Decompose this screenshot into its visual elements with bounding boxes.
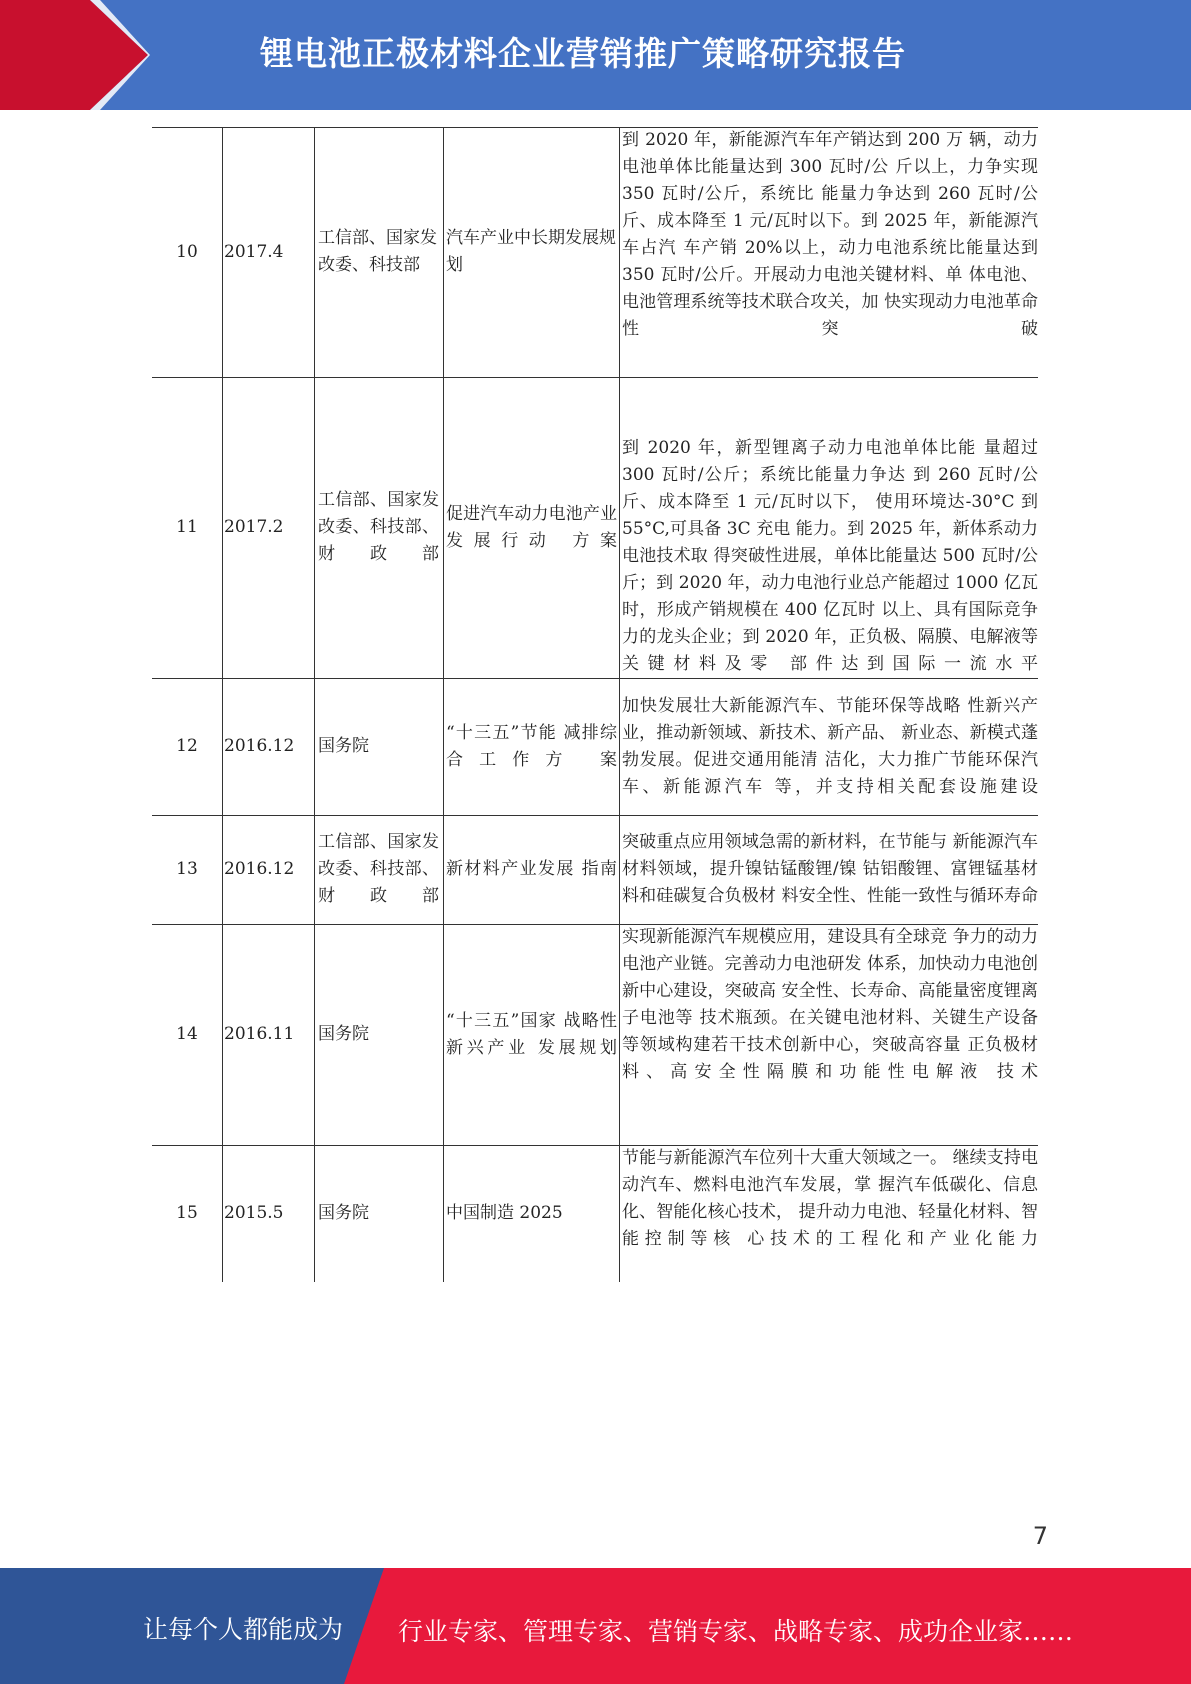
header-chevron-icon <box>0 0 150 110</box>
row-number: 11 <box>176 517 198 537</box>
row-document: 汽车产业中长期发展规划 <box>446 228 616 275</box>
row-number: 15 <box>176 1203 198 1223</box>
row-content: 实现新能源汽车规模应用，建设具有全球竞 争力的动力电池产业链。完善动力电池研发 体系，加快动力电池创新中心建设，突破高 安全性、长寿命、高能量密度锂离子电池等 技术瓶颈。在关键电池材料、关键生产设备 等领域构建若干技术创新中心，突破高容量 正负极材料、高安全性隔膜和功能性电解液 技术 <box>622 927 1038 1082</box>
table-row <box>152 815 1038 924</box>
row-content: 加快发展壮大新能源汽车、节能环保等战略 性新兴产业，推动新领域、新技术、新产品、 新业态、新模式蓬勃发展。促进交通用能清 洁化，大力推广节能环保汽车、新能源汽车 等，并支持相关配套设施建设 <box>622 695 1038 797</box>
row-date: 2017.4 <box>224 241 284 262</box>
row-department: 工信部、国家发改委、科技部、财政部 <box>318 490 439 564</box>
row-number: 10 <box>176 241 198 262</box>
row-document: “十三五”节能 减排综合工作方 案 <box>446 722 617 770</box>
row-number: 12 <box>176 736 198 756</box>
row-date: 2015.5 <box>224 1203 284 1223</box>
row-date: 2016.12 <box>224 736 295 756</box>
table-row <box>152 127 1038 377</box>
page-header <box>0 0 1191 110</box>
row-department: 国务院 <box>318 1203 369 1223</box>
row-content: 到 2020 年，新能源汽车年产销达到 200 万 辆，动力电池单体比能量达到 300 瓦时/公 斤以上，力争实现 350 瓦时/公斤，系统比 能量力争达到 260 瓦时/公斤、成本降至 1 元/瓦时以下。到 2025 年，新能源汽车占汽 车产销 20%以上，动力电池系统比能量达到 350 瓦时/公斤。开展动力电池关键材料、单 体电池、电池管理系统等技术联合攻关，加 快实现动力电池革命性突破 <box>622 130 1038 339</box>
footer-tagline: 行业专家、管理专家、营销专家、战略专家、成功企业家…… <box>398 1617 1074 1646</box>
row-document: “十三五”国家 战略性新兴产业 发展规划 <box>446 1010 617 1058</box>
row-date: 2017.2 <box>224 517 284 537</box>
row-document: 中国制造 2025 <box>446 1203 563 1223</box>
page-number: 7 <box>1032 1522 1048 1550</box>
report-title: 锂电池正极材料企业营销推广策略研究报告 <box>260 34 906 73</box>
table-row <box>152 1145 1038 1282</box>
row-number: 14 <box>176 1024 198 1044</box>
table-row <box>152 377 1038 678</box>
row-date: 2016.12 <box>224 859 295 879</box>
row-department: 国务院 <box>318 1024 369 1044</box>
row-content: 到 2020 年，新型锂离子动力电池单体比能 量超过 300 瓦时/公斤；系统比能量力争达 到 260 瓦时/公斤、成本降至 1 元/瓦时以下， 使用环境达-30°C 到 55°C,可具备 3C 充电 能力。到 2025 年，新体系动力电池技术取 得突破性进展，单体比能量达 500 瓦时/公 斤；到 2020 年，动力电池行业总产能超过 1000 亿瓦时，形成产销规模在 400 亿瓦时 以上、具有国际竞争力的龙头企业；到 2020 年，正负极、隔膜、电解液等关键材料及零 部件达到国际一流水平 <box>622 438 1038 674</box>
row-document: 促进汽车动力电池产业发展行动 方案 <box>446 503 617 551</box>
table-row <box>152 678 1038 815</box>
row-date: 2016.11 <box>224 1024 295 1044</box>
row-department: 工信部、国家发改委、科技部 <box>318 228 437 275</box>
table-row <box>152 924 1038 1145</box>
footer-lead-text: 让每个人都能成为 <box>143 1615 344 1644</box>
row-content: 节能与新能源汽车位列十大重大领域之一。 继续支持电动汽车、燃料电池汽车发展，掌 握汽车低碳化、信息化、智能化核心技术， 提升动力电池、轻量化材料、智能控制等核 心技术的工程化和产业化能力 <box>622 1148 1038 1249</box>
page-footer <box>0 1568 1191 1684</box>
row-content: 突破重点应用领域急需的新材料，在节能与 新能源汽车材料领域，提升镍钴锰酸锂/镍 钴铝酸锂、富锂锰基材料和硅碳复合负极材 料安全性、性能一致性与循环寿命 <box>622 832 1038 906</box>
row-department: 工信部、国家发改委、科技部、财政部 <box>318 832 439 906</box>
row-document: 新材料产业发展 指南 <box>446 859 617 879</box>
row-department: 国务院 <box>318 736 369 756</box>
row-number: 13 <box>176 859 198 879</box>
